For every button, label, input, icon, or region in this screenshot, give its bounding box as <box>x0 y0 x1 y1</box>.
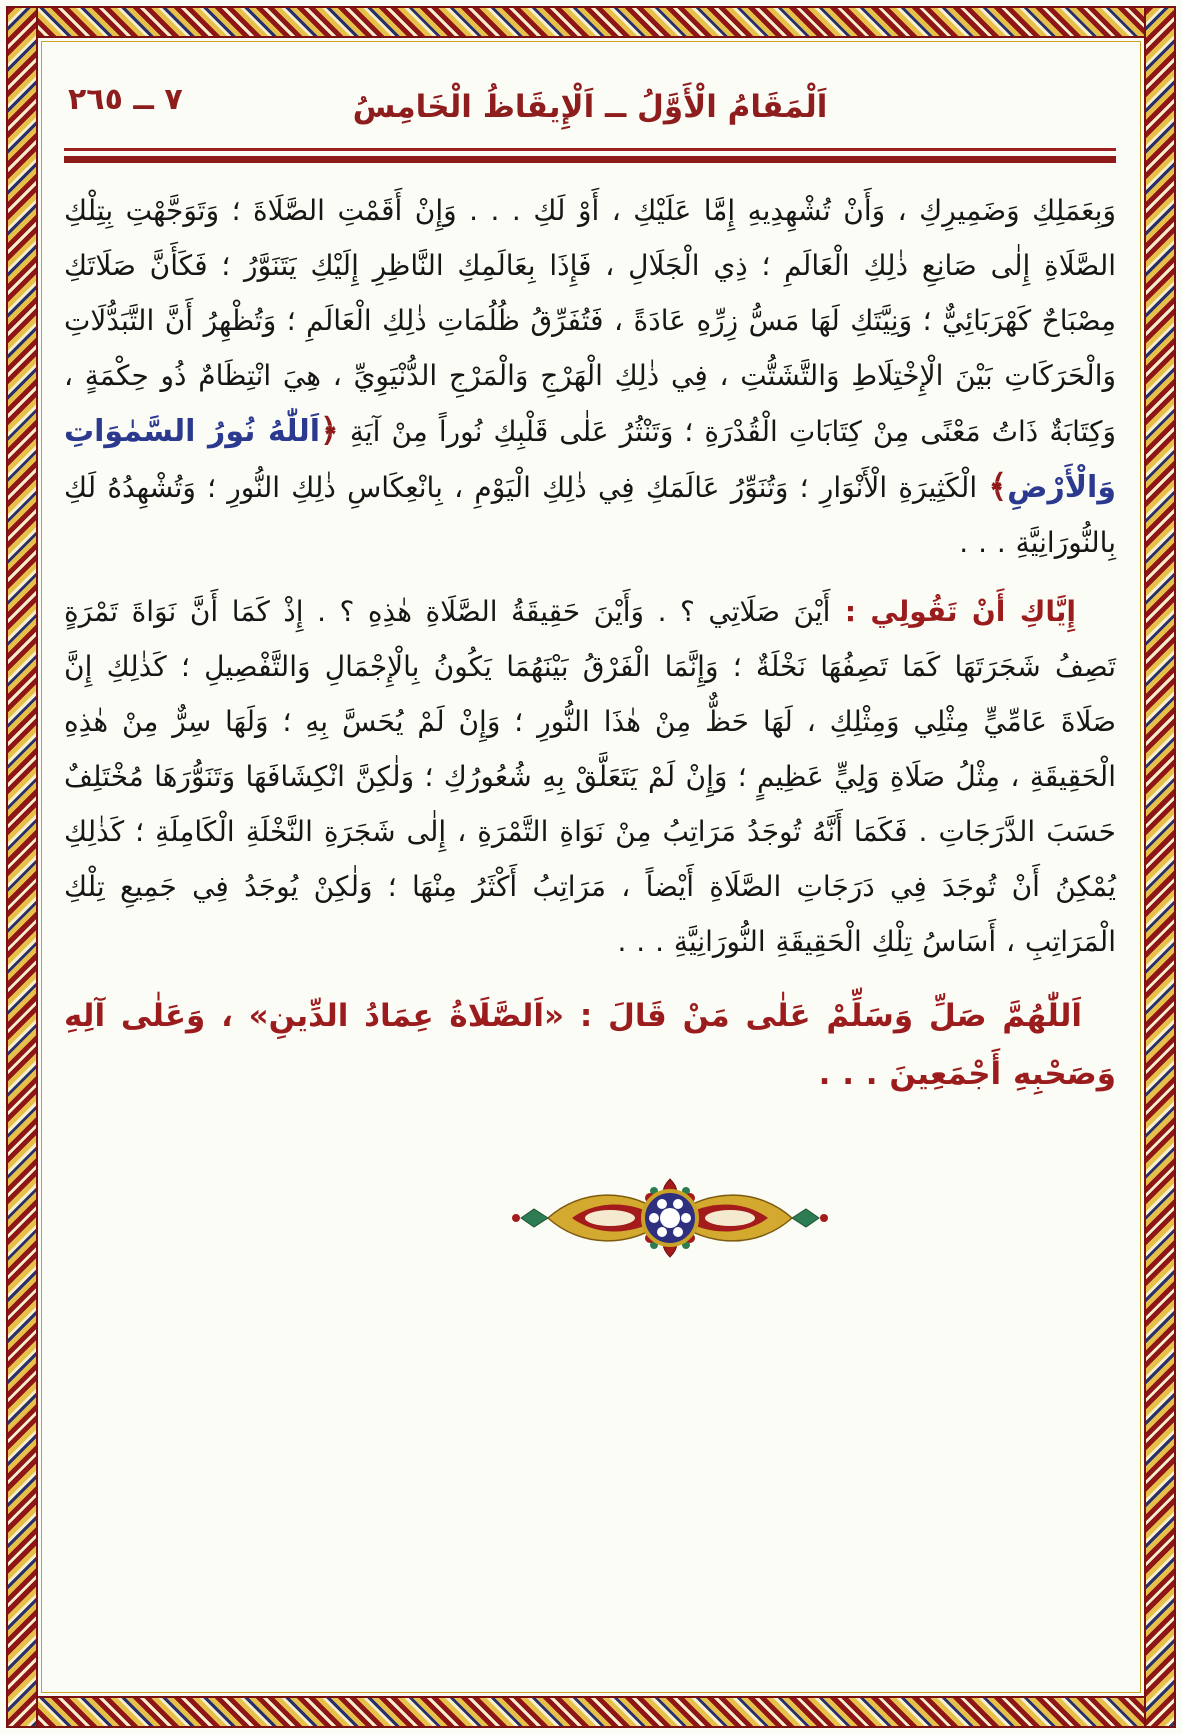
page-header <box>64 80 1116 140</box>
body-text <box>64 183 1116 1103</box>
frame-band-left <box>8 8 38 1726</box>
verse-open-bracket: ﴿ <box>320 411 339 449</box>
paragraph-1 <box>64 183 1116 570</box>
paragraph-2 <box>64 584 1116 969</box>
frame-band-right <box>1144 8 1174 1726</box>
ornament-row <box>144 1161 1182 1276</box>
paragraph-2-red-lead: إِيَّاكِ أَنْ تَقُولِي : <box>830 595 1076 628</box>
page-number: ٧ ــ ٢٦٥ <box>68 82 183 117</box>
paragraph-2-text: أَيْنَ صَلَاتِي ؟ . وَأَيْنَ حَقِيقَةُ الصَّلَاةِ هٰذِهِ ؟ . إِذْ كَمَا أَنَّ نَوَاةَ تَمْرَةٍ تَصِفُ شَجَرَتَهَا كَمَا تَصِفُهَا نَخْلَةٌ ؛ وَإِنَّمَا الْفَرْقُ بَيْنَهُمَا يَكُونُ بِالْإِجْمَالِ وَالتَّفْصِيلِ ؛ كَذٰلِكِ إِنَّ صَلَاةَ عَامِّيٍّ مِثْلِي وَمِثْلِكِ ، لَهَا حَظٌّ مِنْ هٰذَا النُّورِ ؛ وَإِنْ لَمْ يُحَسَّ بِهِ ؛ وَلَهَا سِرٌّ مِنْ هٰذِهِ الْحَقِيقَةِ ، مِثْلُ صَلَاةِ وَلِيٍّ عَظِيمٍ ؛ وَإِنْ لَمْ يَتَعَلَّقْ بِهِ شُعُورُكِ ؛ وَلٰكِنَّ انْكِشَافَهَا وَتَنَوُّرَهَا مُخْتَلِفٌ حَسَبَ الدَّرَجَاتِ . فَكَمَا أَنَّهُ تُوجَدُ مَرَاتِبُ مِنْ نَوَاةِ التَّمْرَةِ ، إِلٰى شَجَرَةِ النَّخْلَةِ الْكَامِلَةِ ؛ كَذٰلِكِ يُمْكِنُ أَنْ تُوجَدَ فِي دَرَجَاتِ الصَّلَاةِ أَيْضاً ، مَرَاتِبُ أَكْثَرُ مِنْهَا ؛ وَلٰكِنْ يُوجَدُ فِي جَمِيعِ تِلْكِ الْمَرَاتِبِ ، أَسَاسُ تِلْكِ الْحَقِيقَةِ النُّورَانِيَّةِ . . . <box>64 595 1116 958</box>
divider-thick-line <box>64 156 1116 163</box>
page-content <box>64 80 1116 1674</box>
header-divider <box>64 148 1116 163</box>
frame-band-top <box>8 8 1174 38</box>
paragraph-1-text: وَبِعَمَلِكِ وَضَمِيرِكِ ، وَأَنْ تُشْهِدِيهِ إِمَّا عَلَيْكِ ، أَوْ لَكِ . . . وَإِنْ أَقَمْتِ الصَّلَاةَ ؛ وَتَوَجَّهْتِ بِتِلْكِ الصَّلَاةِ إِلٰى صَانِعِ ذٰلِكِ الْعَالَمِ ؛ ذِي الْجَلَالِ ، فَإِذَا بِعَالَمِكِ النَّاظِرِ إِلَيْكِ يَتَنَوَّرُ ؛ فَكَأَنَّ صَلَاتَكِ مِصْبَاحٌ كَهْرَبَائِيٌّ ؛ وَنِيَّتَكِ لَهَا مَسُّ زِرِّهِ عَادَةً ، فَتُفَرِّقُ ظُلُمَاتِ ذٰلِكِ الْعَالَمِ ؛ وَتُظْهِرُ أَنَّ التَّبَدُّلَاتِ وَالْحَرَكَاتِ بَيْنَ الْإِخْتِلَاطِ وَالتَّشَتُّتِ ، فِي ذٰلِكِ الْهَرْجِ وَالْمَرْجِ الدُّنْيَوِيِّ ، هِيَ انْتِظَامٌ ذُو حِكْمَةٍ ، وَكِتَابَةٌ ذَاتُ مَعْنًى مِنْ كِتَابَاتِ الْقُدْرَةِ ؛ وَتَنْثُرُ عَلٰى قَلْبِكِ نُوراً مِنْ آيَةِ <box>64 194 1116 448</box>
verse-close-bracket: ﴾ <box>988 467 1008 505</box>
frame-band-bottom <box>8 1696 1174 1726</box>
quran-verse: اَللّٰهُ نُورُ السَّمٰوَاتِ وَالْأَرْضِ <box>64 414 1116 505</box>
closing-prayer: اَللّٰهُمَّ صَلِّ وَسَلِّمْ عَلٰى مَنْ قَالَ : «اَلصَّلَاةُ عِمَادُ الدِّينِ» ، وَعَلٰى آلِهِ وَصَحْبِهِ أَجْمَعِينَ . . . <box>64 998 1116 1092</box>
page-title: اَلْمَقَامُ الْأَوَّلُ ــ اَلْإِيقَاظُ الْخَامِسُ <box>352 89 828 125</box>
paragraph-1-continuation: الْكَثِيرَةِ الْأَنْوَارِ ؛ وَتُنَوِّرُ عَالَمَكِ فِي ذٰلِكِ الْيَوْمِ ، بِانْعِكَاسِ ذٰلِكِ النُّورِ ؛ وَتُشْهِدُهُ لَكِ بِالنُّورَانِيَّةِ . . . <box>64 471 1116 559</box>
floral-ornament-icon <box>510 1161 830 1276</box>
